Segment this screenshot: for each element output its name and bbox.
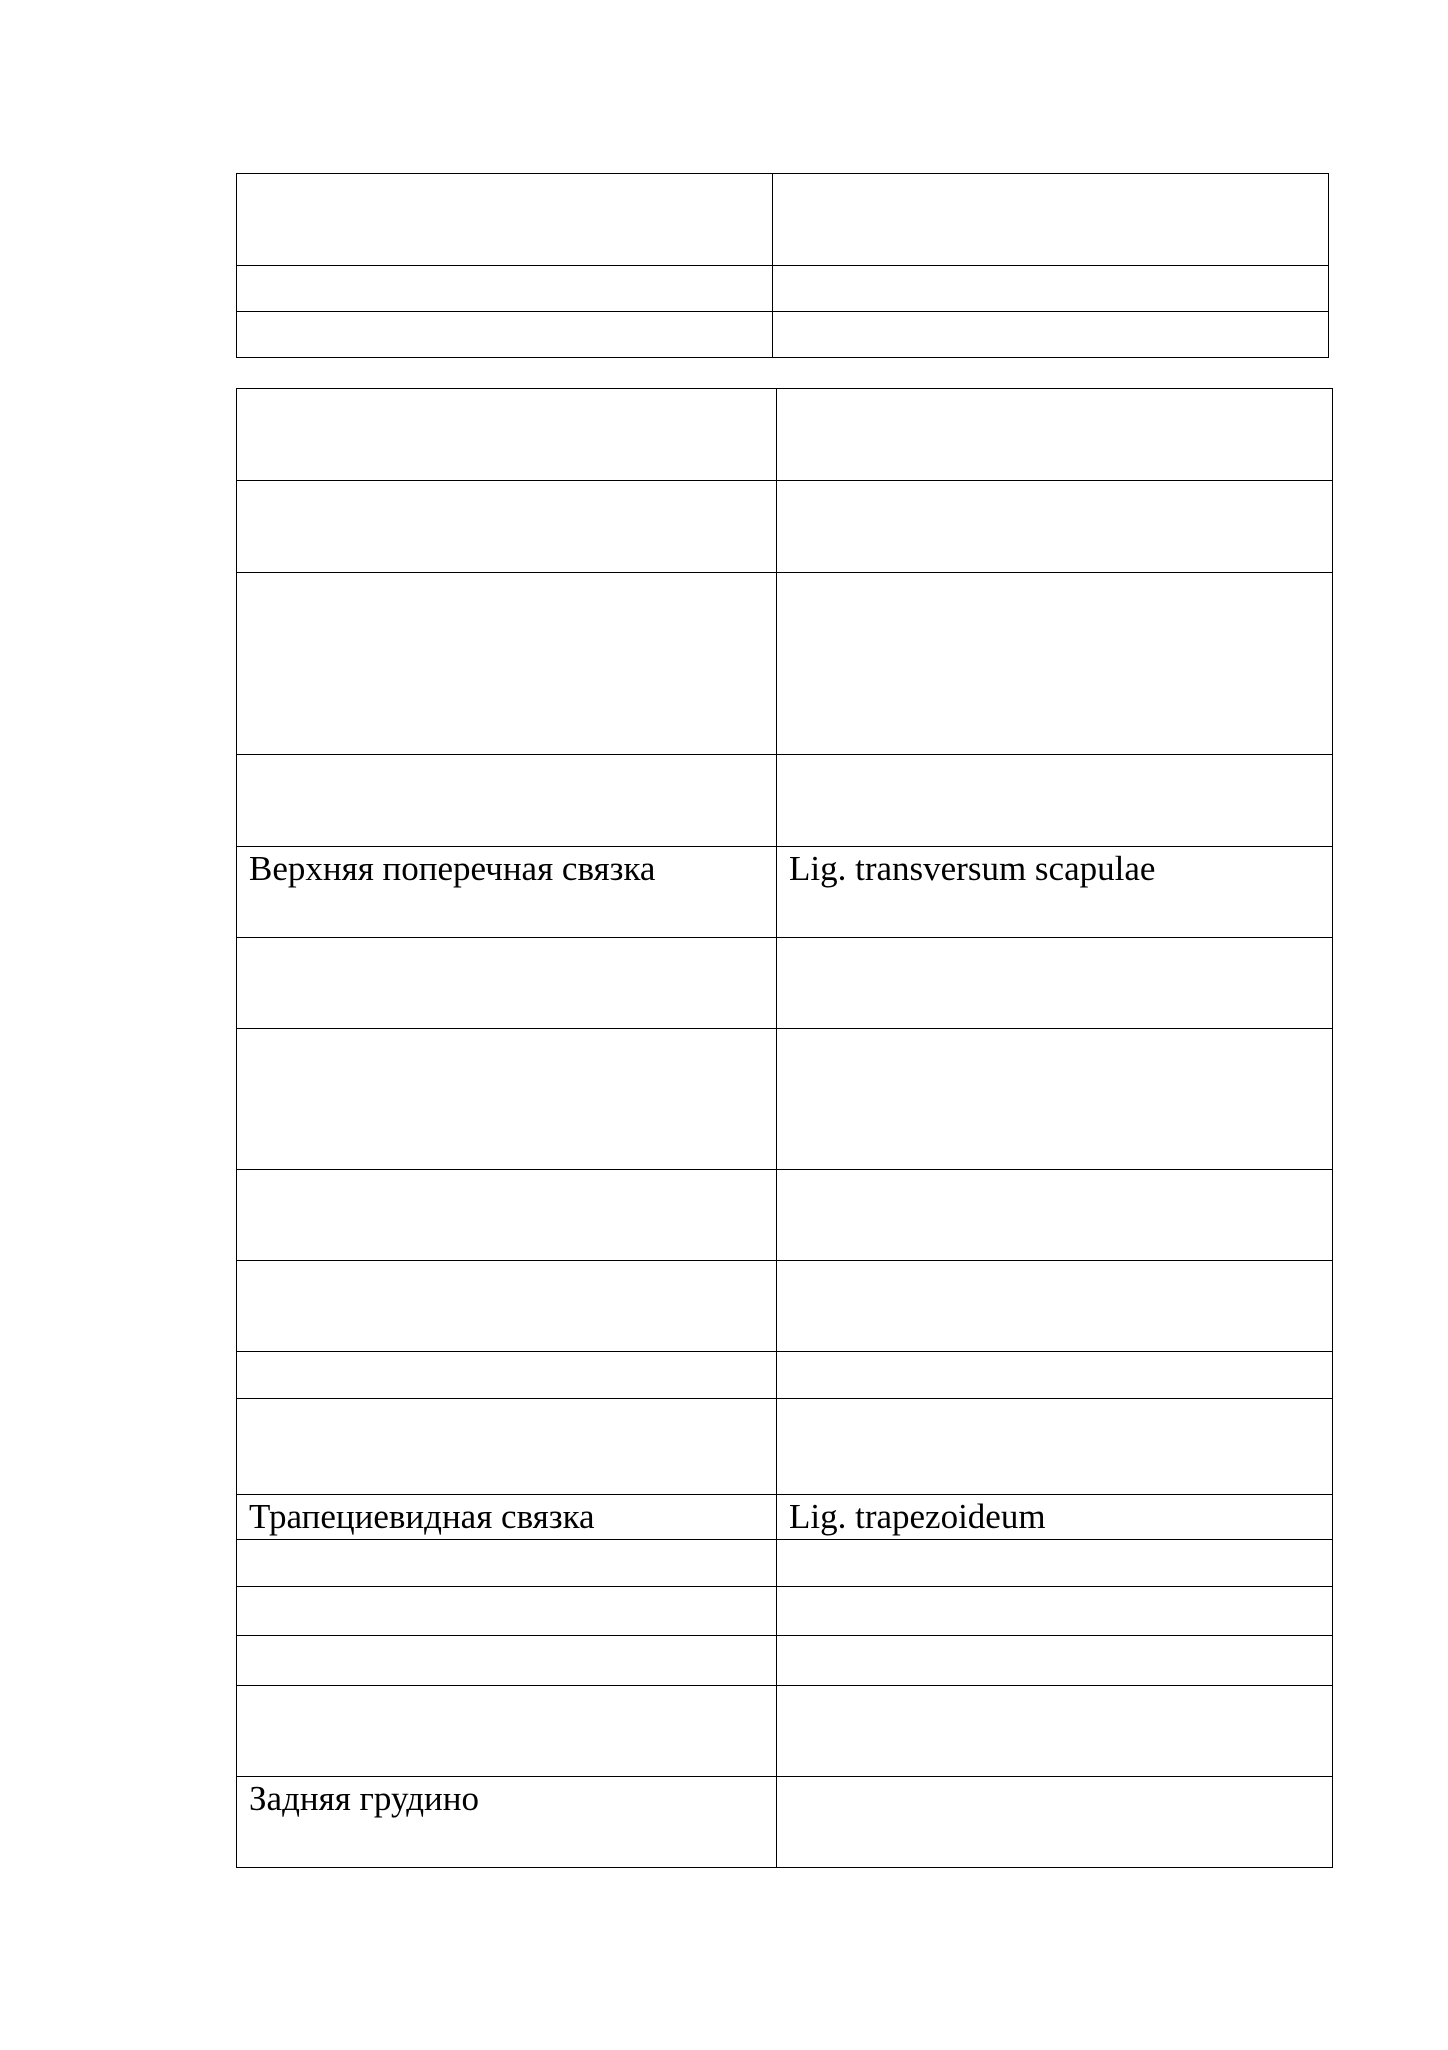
table-row <box>237 755 1333 847</box>
table-row <box>237 1399 1333 1495</box>
latin-term-cell <box>777 1261 1333 1352</box>
russian-term-cell <box>237 174 773 266</box>
latin-term-cell <box>777 481 1333 573</box>
latin-term-cell <box>777 938 1333 1029</box>
latin-term-cell <box>777 1170 1333 1261</box>
russian-term-cell: Трапециевидная связка <box>237 1495 777 1540</box>
latin-term-cell <box>777 1540 1333 1587</box>
table-row <box>237 174 1329 266</box>
latin-term-cell <box>777 1399 1333 1495</box>
russian-term-cell <box>237 389 777 481</box>
russian-term-cell <box>237 573 777 755</box>
latin-term-cell <box>773 174 1329 266</box>
latin-term-cell <box>777 755 1333 847</box>
russian-term-cell <box>237 938 777 1029</box>
table-row <box>237 1686 1333 1777</box>
table-row <box>237 481 1333 573</box>
table-row <box>237 847 1333 938</box>
russian-term-cell <box>237 1029 777 1170</box>
russian-term-cell <box>237 755 777 847</box>
russian-term-cell <box>237 1636 777 1686</box>
russian-term-cell <box>237 1170 777 1261</box>
russian-term-cell <box>237 1686 777 1777</box>
table-row <box>237 389 1333 481</box>
table-row <box>237 938 1333 1029</box>
table-row <box>237 1352 1333 1399</box>
latin-term-cell: Lig. trapezoideum <box>777 1495 1333 1540</box>
table-row <box>237 1777 1333 1868</box>
russian-term-cell <box>237 1540 777 1587</box>
russian-term-cell <box>237 481 777 573</box>
russian-term-cell: Верхняя поперечная связка <box>237 847 777 938</box>
table-row <box>237 1029 1333 1170</box>
latin-term-cell <box>777 1029 1333 1170</box>
table-row <box>237 1587 1333 1636</box>
russian-term-cell <box>237 266 773 312</box>
latin-term-cell <box>777 1636 1333 1686</box>
table-row <box>237 1495 1333 1540</box>
table-row <box>237 1540 1333 1587</box>
table-row <box>237 266 1329 312</box>
latin-term-cell <box>777 1686 1333 1777</box>
latin-term-cell <box>777 1352 1333 1399</box>
latin-term-cell: Lig. transversum scapulae <box>777 847 1333 938</box>
latin-term-cell <box>773 266 1329 312</box>
russian-term-cell <box>237 1352 777 1399</box>
russian-term-cell <box>237 1587 777 1636</box>
russian-term-cell <box>237 312 773 358</box>
latin-term-cell <box>777 1777 1333 1868</box>
latin-term-cell <box>777 573 1333 755</box>
table-row <box>237 573 1333 755</box>
table-row <box>237 1261 1333 1352</box>
terms-table-1 <box>236 173 1329 358</box>
latin-term-cell <box>773 312 1329 358</box>
russian-term-cell: Задняя грудино <box>237 1777 777 1868</box>
table-row <box>237 1170 1333 1261</box>
latin-term-cell <box>777 389 1333 481</box>
russian-term-cell <box>237 1399 777 1495</box>
terms-table-2 <box>236 388 1333 1868</box>
russian-term-cell <box>237 1261 777 1352</box>
table-row <box>237 1636 1333 1686</box>
table-row <box>237 312 1329 358</box>
latin-term-cell <box>777 1587 1333 1636</box>
